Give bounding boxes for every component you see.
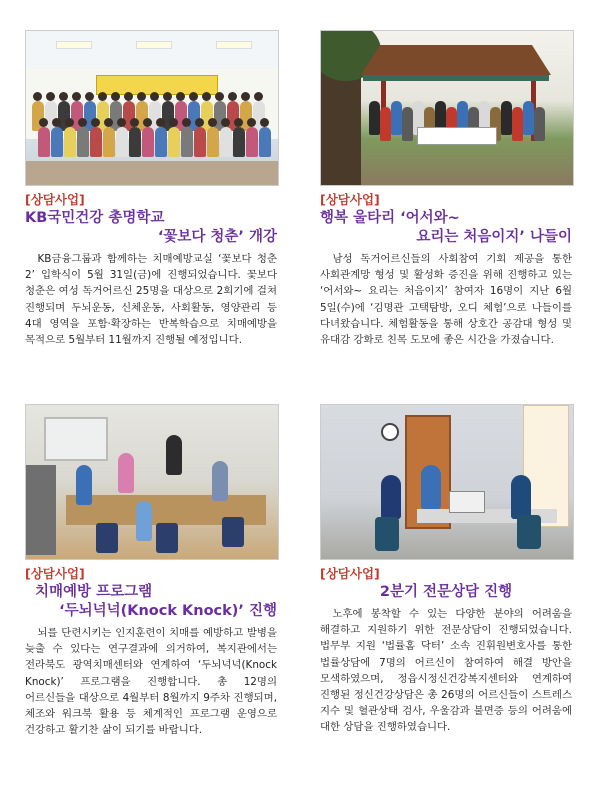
article-card-1 [25,30,277,348]
article-tag: [상담사업] [320,192,380,207]
article-title-line1: 2분기 전문상담 진행 [379,584,513,600]
article-title-line2: ‘두뇌넉넉(Knock Knock)’ 진행 [59,603,277,619]
group-photo-pavilion [320,30,574,186]
article-tag: [상담사업] [25,192,85,207]
article-card-3 [25,404,277,738]
article-card-2 [320,30,572,348]
article-card-4 [320,404,572,736]
article-title-line1: KB국민건강 총명학교 [25,210,165,226]
article-title-line2: ‘꽃보다 청춘’ 개강 [157,229,277,245]
article-body: 뇌를 단련시키는 인지훈련이 치매를 예방하고 발병을 늦출 수 있다는 연구결과에 의거하여, 복지관에서는 전라북도 광역치매센터와 연계하여 ‘두뇌넉넉(Knock Knock)’ 프로그램을 진행합니다. 총 12명의 어르신들을 대상으로 4월부터 8월까지 9주차 진행되며, 체조와 워크북 활용 등 체계적인 프로그램 운영으로 건강하고 활기찬 삶이 되기를 바랍니다. [25,627,277,737]
article-title-line1: 치매예방 프로그램 [35,584,153,600]
article-tag: [상담사업] [25,566,85,581]
activity-photo-game [25,404,279,560]
article-body: KB금융그룹과 함께하는 치매예방교실 ‘꽃보다 청춘 2’ 입학식이 5월 31일(금)에 진행되었습니다. 꽃보다 청춘은 여성 독거어르신 25명을 대상으로 2회기에 걸쳐 진행되며 두뇌운동, 신체운동, 사회활동, 영양관리 등 4대 영역을 포함·확장하는 반복학습으로 치매예방을 목적으로 5월부터 11월까지 진행될 예정입니다. [25,253,277,347]
article-title [25,583,277,621]
article-title [320,583,572,602]
group-photo-classroom [25,30,279,186]
article-title-line1: 행복 울타리 ‘어서와~ [320,210,460,226]
article-title-line2: 요리는 처음이지’ 나들이 [416,229,572,245]
counseling-photo-office [320,404,574,560]
article-title [25,209,277,247]
article-title [320,209,572,247]
article-tag: [상담사업] [320,566,380,581]
article-body: 노후에 봉착할 수 있는 다양한 분야의 어려움을 해결하고 지원하기 위한 전문상담이 진행되었습니다. 법무부 지원 ‘법률홈 닥터’ 소속 진휘원변호사를 통한 법률상담에 7명의 어르신이 참여하여 해결 방안을 모색하였으며, 정읍시정신건강복지센터와 연계하여 진행된 정신건강상담은 총 26명의 어르신들이 스트레스 지수 및 혈관상태 검사, 우울감과 불면증 등의 어려움에 대한 상담을 진행하였습니다. [320,608,572,734]
article-body: 남성 독거어르신들의 사회참여 기회 제공을 통한 사회관계망 형성 및 활성화 증진을 위해 진행하고 있는 ‘어서와~ 요리는 처음이지’ 참여자 16명이 지난 6월 5일(수)에 ‘김명관 고택탐방, 오디 체험’으로 나들이를 다녀왔습니다. 체험활동을 통해 상호간 공감대 형성 및 유대감 강화로 친목 도모에 좋은 시간을 가졌습니다. [320,253,572,347]
